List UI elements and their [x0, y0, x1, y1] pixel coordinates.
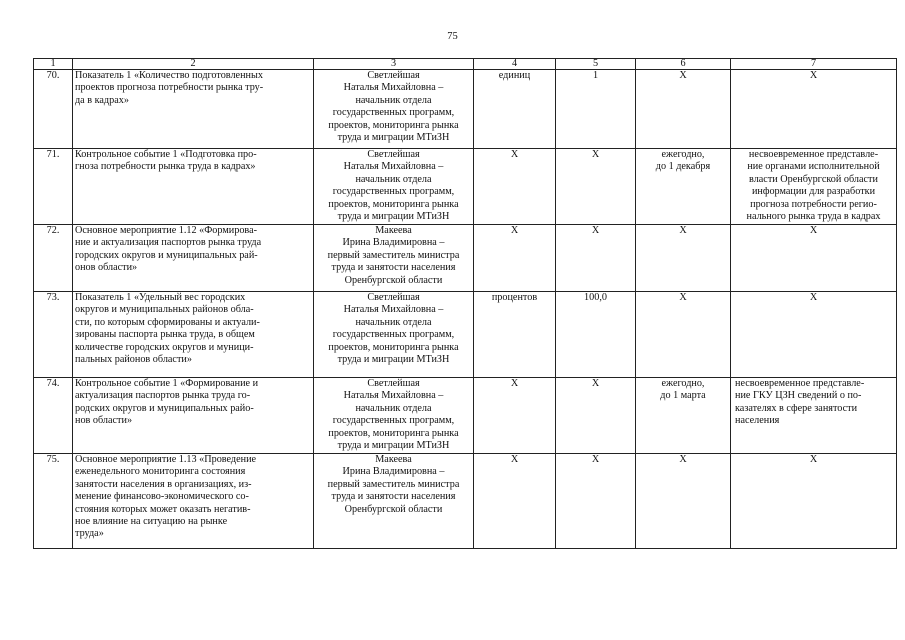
text-line: информации для разработки	[751, 186, 876, 198]
text-line: да в кадрах»	[75, 94, 129, 106]
text-line: Светлейшая	[367, 149, 420, 160]
text-line: нального рынка труда в кадрах	[746, 211, 881, 223]
text-line: Показатель 1 «Удельный вес городских	[75, 292, 246, 303]
text-line: количестве городских округов и муници-	[75, 341, 254, 353]
text-line: менение финансово-экономического со-	[75, 491, 249, 503]
table-row	[34, 454, 897, 549]
deadline-cell	[636, 378, 731, 454]
value-cell: X	[556, 225, 636, 292]
text-line: проектов, мониторинга рынка	[328, 119, 459, 131]
deadline-cell	[636, 149, 731, 225]
value-cell: 1	[556, 70, 636, 149]
text-line: X	[679, 454, 687, 465]
text-line: Наталья Михайловна –	[343, 304, 444, 316]
text-line: государственных программ,	[332, 329, 455, 341]
value-cell: X	[556, 149, 636, 225]
unit-cell: X	[474, 225, 556, 292]
text-line: проектов, мониторинга рынка	[328, 341, 459, 353]
deadline-cell	[636, 292, 731, 378]
table-row	[34, 378, 897, 454]
text-line: государственных программ,	[332, 107, 455, 119]
text-line: X	[809, 454, 818, 465]
text-line: X	[679, 225, 687, 236]
text-line: начальник отдела	[355, 94, 432, 106]
risk-cell	[731, 454, 897, 549]
text-line: Ирина Владимировна –	[342, 237, 445, 249]
table-row	[34, 149, 897, 225]
responsible-person	[314, 454, 474, 549]
unit-cell: единиц	[474, 70, 556, 149]
page-number: 75	[447, 31, 458, 42]
text-line: труда и миграции МТиЗН	[337, 440, 450, 452]
text-line: несвоевременное представле-	[748, 149, 879, 160]
text-line: округов и муниципальных районов обла-	[75, 304, 254, 316]
text-line: Светлейшая	[367, 70, 420, 81]
column-number: 3	[314, 59, 474, 70]
text-line: Контрольное событие 1 «Подготовка про-	[75, 149, 257, 160]
risk-cell	[731, 149, 897, 225]
text-line: ежегодно,	[661, 378, 705, 389]
unit-cell: X	[474, 378, 556, 454]
text-line: ние органами исполнительной	[747, 161, 880, 173]
text-line: власти Оренбургской области	[749, 173, 878, 185]
text-line: X	[809, 292, 818, 303]
risk-cell	[731, 292, 897, 378]
measures-table	[33, 58, 897, 549]
text-line: гноза потребности рынка труда в кадрах»	[75, 161, 256, 173]
column-number-row	[34, 59, 897, 70]
row-number: 71.	[34, 149, 73, 225]
text-line: проектов, мониторинга рынка	[328, 198, 459, 210]
deadline-cell	[636, 70, 731, 149]
text-line: онов области»	[75, 262, 138, 274]
responsible-person	[314, 70, 474, 149]
text-line: несвоевременное представле-	[735, 378, 865, 389]
text-line: государственных программ,	[332, 415, 455, 427]
text-line: зированы паспорта рынка труда, в общем	[75, 329, 255, 341]
text-line: Светлейшая	[367, 292, 420, 303]
text-line: X	[679, 292, 687, 303]
measure-name	[73, 70, 314, 149]
text-line: до 1 декабря	[655, 161, 711, 173]
text-line: начальник отдела	[355, 402, 432, 414]
text-line: проектов, мониторинга рынка	[328, 427, 459, 439]
text-line: труда и миграции МТиЗН	[337, 132, 450, 144]
column-number: 2	[73, 59, 314, 70]
text-line: ние ГКУ ЦЗН сведений о по-	[735, 390, 862, 402]
deadline-cell	[636, 454, 731, 549]
text-line: труда»	[75, 528, 104, 540]
responsible-person	[314, 292, 474, 378]
risk-cell	[731, 225, 897, 292]
measure-name	[73, 149, 314, 225]
table-row	[34, 292, 897, 378]
row-number: 74.	[34, 378, 73, 454]
text-line: труда и занятости населения	[331, 491, 456, 503]
text-line: Ирина Владимировна –	[342, 466, 445, 478]
unit-cell: X	[474, 454, 556, 549]
text-line: Макеева	[375, 454, 412, 465]
row-number: 72.	[34, 225, 73, 292]
text-line: Основное мероприятие 1.13 «Проведение	[75, 454, 257, 465]
text-line: Наталья Михайловна –	[343, 161, 444, 173]
column-number: 5	[556, 59, 636, 70]
text-line: родских округов и муниципальных райо-	[75, 402, 254, 414]
unit-cell: X	[474, 149, 556, 225]
responsible-person	[314, 225, 474, 292]
text-line: X	[809, 70, 818, 81]
measure-name	[73, 454, 314, 549]
responsible-person	[314, 149, 474, 225]
text-line: государственных программ,	[332, 186, 455, 198]
measure-name	[73, 378, 314, 454]
text-line: прогноза потребности регио-	[750, 198, 877, 210]
text-line: занятости населения в организациях, из-	[75, 478, 252, 490]
risk-cell	[731, 378, 897, 454]
unit-cell: процентов	[474, 292, 556, 378]
text-line: труда и миграции МТиЗН	[337, 354, 450, 366]
text-line: ежегодно,	[661, 149, 705, 160]
text-line: Оренбургской области	[344, 274, 443, 286]
text-line: Наталья Михайловна –	[343, 82, 444, 94]
text-line: первый заместитель министра	[327, 478, 460, 490]
value-cell: X	[556, 454, 636, 549]
text-line: населения	[735, 415, 780, 427]
risk-cell	[731, 70, 897, 149]
text-line: казателях в сфере занятости	[735, 402, 858, 414]
value-cell: X	[556, 378, 636, 454]
text-line: актуализация паспортов рынка труда го-	[75, 390, 251, 402]
text-line: Основное мероприятие 1.12 «Формирова-	[75, 225, 258, 236]
column-number: 7	[731, 59, 897, 70]
measure-name	[73, 292, 314, 378]
row-number: 75.	[34, 454, 73, 549]
text-line: ние и актуализация паспортов рынка труда	[75, 237, 262, 249]
column-number: 1	[34, 59, 73, 70]
text-line: нов области»	[75, 415, 133, 427]
text-line: труда и миграции МТиЗН	[337, 211, 450, 223]
text-line: Показатель 1 «Количество подготовленных	[75, 70, 263, 81]
text-line: начальник отдела	[355, 173, 432, 185]
text-line: еженедельного мониторинга состояния	[75, 466, 246, 478]
text-line: до 1 марта	[660, 390, 706, 402]
text-line: сти, по которым сформированы и актуали-	[75, 316, 260, 328]
text-line: X	[809, 225, 818, 236]
text-line: X	[679, 70, 687, 81]
text-line: Оренбургской области	[344, 503, 443, 515]
responsible-person	[314, 378, 474, 454]
text-line: Макеева	[375, 225, 412, 236]
row-number: 70.	[34, 70, 73, 149]
text-line: Светлейшая	[367, 378, 420, 389]
row-number: 73.	[34, 292, 73, 378]
text-line: ное влияние на ситуацию на рынке	[75, 516, 228, 528]
text-line: первый заместитель министра	[327, 249, 460, 261]
text-line: Контрольное событие 1 «Формирование и	[75, 378, 259, 389]
table-row	[34, 225, 897, 292]
column-number: 6	[636, 59, 731, 70]
table-row	[34, 70, 897, 149]
text-line: городских округов и муниципальных рай-	[75, 249, 258, 261]
value-cell: 100,0	[556, 292, 636, 378]
column-number: 4	[474, 59, 556, 70]
deadline-cell	[636, 225, 731, 292]
text-line: Наталья Михайловна –	[343, 390, 444, 402]
measure-name	[73, 225, 314, 292]
text-line: начальник отдела	[355, 316, 432, 328]
text-line: стояния которых может оказать негатив-	[75, 503, 251, 515]
text-line: труда и занятости населения	[331, 262, 456, 274]
text-line: проектов прогноза потребности рынка тру-	[75, 82, 264, 94]
text-line: пальных районов области»	[75, 354, 192, 366]
